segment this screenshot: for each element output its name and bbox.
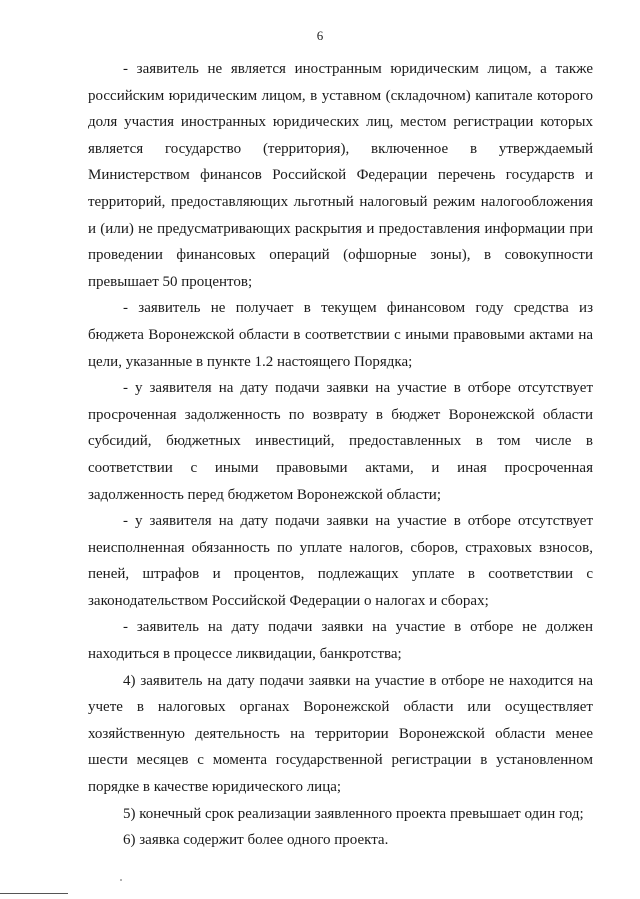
footer-rule <box>0 893 68 894</box>
scan-speck <box>120 879 122 881</box>
paragraph-offshore-condition: - заявитель не является иностранным юридическим лицом, а также российским юридическим лицом, в уставном (складочном) капитале которого доля участия иностранных юридических лиц, местом регистрации которых является государство (территория), включенное в утверждаемый Министерством финансов Российской Федерации перечень государств и территорий, предоставляющих льготный налоговый режим налогообложения и (или) не предусматривающих раскрытия и предоставления информации при проведении финансовых операций (офшорные зоны), в совокупности превышает 50 процентов; <box>88 61 593 290</box>
paragraph-no-overdue-debt: - у заявителя на дату подачи заявки на участие в отборе отсутствует просроченная задолженность по возврату в бюджет Воронежской области субсидий, бюджетных инвестиций, предоставленных в том числе в соответствии с иными правовыми актами, и иная просроченная задолженность перед бюджетом Воронежской области; <box>88 380 593 503</box>
paragraph-not-in-liquidation: - заявитель на дату подачи заявки на участие в отборе не должен находиться в процессе ликвидации, банкротства; <box>88 619 593 663</box>
paragraph-no-budget-funds: - заявитель не получает в текущем финансовом году средства из бюджета Воронежской области в соответствии с иными правовыми актами на цели, указанные в пункте 1.2 настоящего Порядка; <box>88 300 593 370</box>
page-number: 6 <box>316 28 324 43</box>
paragraph-item-5: 5) конечный срок реализации заявленного проекта превышает один год; <box>123 805 584 822</box>
paragraph-item-4: 4) заявитель на дату подачи заявки на участие в отборе не находится на учете в налоговых органах Воронежской области или осуществляет хозяйственную деятельность на территории Воронежской области менее шести месяцев с момента государственной регистрации в установленном порядке в качестве юридического лица; <box>88 672 593 796</box>
paragraph-no-tax-arrears: - у заявителя на дату подачи заявки на участие в отборе отсутствует неисполненная обязанность по уплате налогов, сборов, страховых взносов, пеней, штрафов и процентов, подлежащих уплате в соответствии с законодательством Российской Федерации о налогах и сборах; <box>88 513 593 609</box>
paragraph-item-6: 6) заявка содержит более одного проекта. <box>123 832 389 849</box>
document-body <box>88 56 593 854</box>
